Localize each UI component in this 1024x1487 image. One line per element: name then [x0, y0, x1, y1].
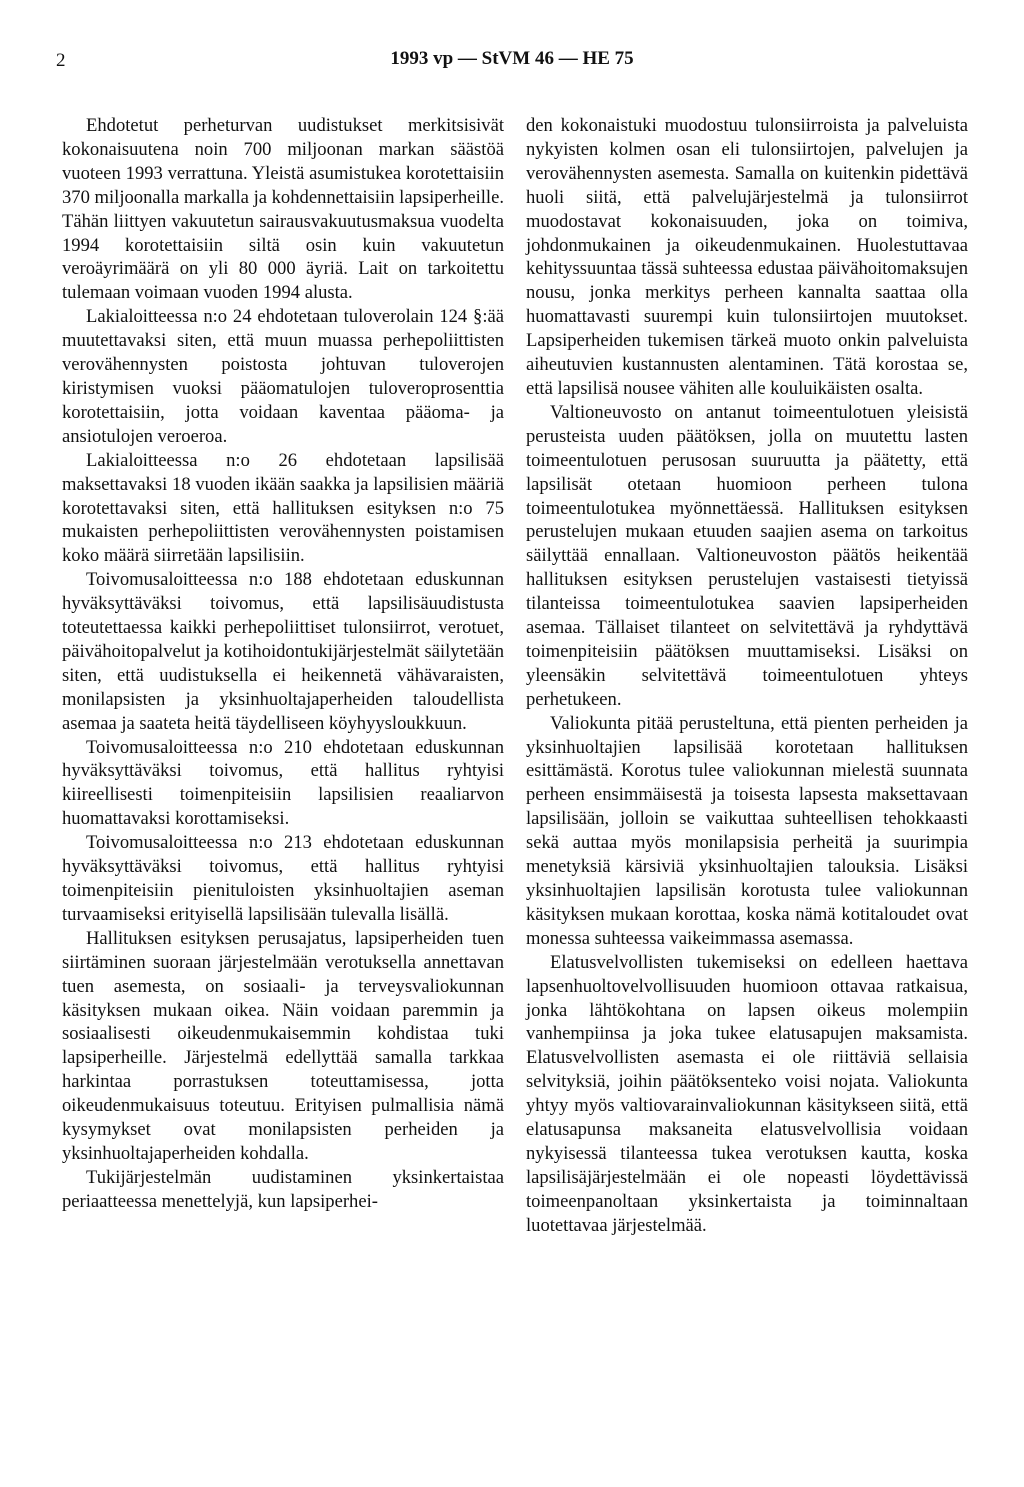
paragraph: Hallituksen esityksen perusajatus, lapsiperheiden tuen siirtäminen suoraan järjestelmään verotuksella annettavan tuen asemesta, on sosiaali- ja terveysvaliokunnan käsityksen mukaan oikea. Näin voidaan paremmin ja sosiaalisesti oikeudenmukaisemmin kohdistaa tuki lapsiperheille. Järjestelmä edellyttää samalla tarkkaa harkintaa porrastuksen toteuttamisessa, jotta oikeudenmukaisuus toteutuu. Erityisen pulmallisia nämä kysymykset ovat monilapsisten perheiden ja yksinhuoltajaperheiden kohdalla. [62, 927, 504, 1164]
paragraph: Elatusvelvollisten tukemiseksi on edelleen haettava lapsenhuoltovelvollisuuden huomioon ottavaa ratkaisua, jonka lähtökohtana on lapsen oikeus molempiin vanhempiinsa ja joka tukee elatusapujen maksamista. Elatusvelvollisten asemasta ei ole riittäviä sellaisia selvityksiä, joihin päätöksenteko voisi nojata. Valiokunta yhtyy myös valtiovarainvaliokunnan käsitykseen siitä, että elatusapunsa maksaneita elatusvelvollisia voidaan nykyisessä tilanteessa tukea verotuksen kautta, koska lapsilisäjärjestelmään ei ole nopeasti löydettävissä toimeenpanoltaan yksinkertaista ja toiminnaltaan luotettavaa järjestelmää. [526, 951, 968, 1236]
paragraph: Toivomusaloitteessa n:o 213 ehdotetaan eduskunnan hyväksyttäväksi toivomus, että hallitus ryhtyisi toimenpiteisiin pienituloisten yksinhuoltajien aseman turvaamiseksi erityisellä lapsilisään tulevalla lisällä. [62, 832, 504, 925]
page-number: 2 [56, 50, 66, 71]
paragraph: Valtioneuvosto on antanut toimeentulotuen yleisistä perusteista uuden päätöksen, jolla on muutettu lasten toimeentulotuen perusosan suuruutta ja päätetty, että lapsilisät otetaan huomioon perheen tulona toimeentulotukea myönnettäessä. Hallituksen esityksen perustelujen mukaan etuuden saajien asema on tarkoitus säilyttää ennallaan. Valtioneuvoston päätös heikentää hallituksen esityksen perustelujen vastaisesti tietyissä tilanteissa toimeentulotukea saavien lapsiperheiden asemaa. Tällaiset tilanteet on selvitettävä ja ryhdyttävä toimenpiteisiin päätöksen muuttamiseksi. Lisäksi on yleensäkin selvitettävä toimeentulotuen yhteys perhetukeen. [526, 401, 968, 710]
paragraph: Lakialoitteessa n:o 26 ehdotetaan lapsilisää maksettavaksi 18 vuoden ikään saakka ja lapsilisien määriä korotettavaksi siten, että hallituksen esityksen n:o 75 mukaisten perhepoliittisten verovähennysten poistamisen koko määrä siirretään lapsilisiin. [62, 449, 504, 567]
left-column [62, 114, 504, 1214]
paragraph: Tukijärjestelmän uudistaminen yksinkertaistaa periaatteessa menettelyjä, kun lapsiperhei- [62, 1166, 504, 1212]
right-column [526, 114, 968, 1238]
paragraph: Lakialoitteessa n:o 24 ehdotetaan tuloverolain 124 §:ää muutettavaksi siten, että muun muassa perhepoliittisten verovähennysten poistosta johtuvan tuloverojen kiristymisen vuoksi pääomatulojen tuloveroprosenttia korotettaisiin, jotta voidaan kaventaa pääoma- ja ansiotulojen veroeroa. [62, 306, 504, 447]
paragraph: Valiokunta pitää perusteltuna, että pienten perheiden ja yksinhuoltajien lapsilisää korotetaan hallituksen esittämästä. Korotus tulee valiokunnan mielestä suunnata perheen ensimmäisestä ja toisesta lapsesta maksettavaan lapsilisään, jolloin se vaikuttaa suhteellisen tehokkaasti sekä auttaa myös monilapsisia perheitä ja suurimpia menetyksiä kärsiviä yksinhuoltajien talouksia. Lisäksi yksinhuoltajien lapsilisän korotusta tulee valiokunnan käsityksen mukaan korottaa, koska nämä kotitaloudet ovat monessa suhteessa vaikeimmassa asemassa. [526, 712, 968, 949]
paragraph: Ehdotetut perheturvan uudistukset merkitsisivät kokonaisuutena noin 700 miljoonan markan säästöä vuoteen 1993 verrattuna. Yleistä asumistukea korotettaisiin 370 miljoonalla markalla ja kohdennettaisiin lapsiperheille. Tähän liittyen vakuutetun sairausvakuutusmaksua vuodelta 1994 korotettaisiin siltä osin kuin vakuutetun veroäyrimäärä on yli 80 000 äyriä. Lait on tarkoitettu tulemaan voimaan vuoden 1994 alusta. [62, 115, 504, 304]
paragraph: Toivomusaloitteessa n:o 210 ehdotetaan eduskunnan hyväksyttäväksi toivomus, että hallitus ryhtyisi kiireellisesti toimenpiteisiin lapsilisien reaaliarvon huomattavaksi korottamiseksi. [62, 736, 504, 830]
paragraph: Toivomusaloitteessa n:o 188 ehdotetaan eduskunnan hyväksyttäväksi toivomus, että lapsilisäuudistusta toteutettaessa kaikki perhepoliittiset tulonsiirrot, verotuet, päivähoitopalvelut ja kotihoidontukijärjestelmät säilytetään siten, että uudistuksella ei heikennetä vähävaraisten, monilapsisten ja yksinhuoltajaperheiden taloudellista asemaa ja saateta heitä täydelliseen köyhyysloukkuun. [62, 569, 504, 734]
running-head: 1993 vp — StVM 46 — HE 75 [390, 48, 634, 69]
paragraph-continued: den kokonaistuki muodostuu tulonsiirroista ja palveluista nykyisten kolmen osan eli tulonsiirtojen, palvelujen ja verovähennysten asemesta. Samalla on kuitenkin pidettävä huoli siitä, että palvelujärjestelmä ja tulonsiirrot muodostavat kokonaisuuden, joka on toimiva, johdonmukainen ja oikeudenmukainen. Huolestuttavaa kehityssuuntaa tässä suhteessa edustaa päivähoitomaksujen nousu, jonka merkitys perheen kannalta saattaa olla huomattavasti suurempi kuin tulonsiirtojen muutokset. Lapsiperheiden tukemisen tärkeä muoto onkin palveluista aiheutuvien kustannusten alentaminen. Tätä korostaa se, että lapsilisä nousee vähiten alle kouluikäisten osalta. [526, 115, 968, 399]
